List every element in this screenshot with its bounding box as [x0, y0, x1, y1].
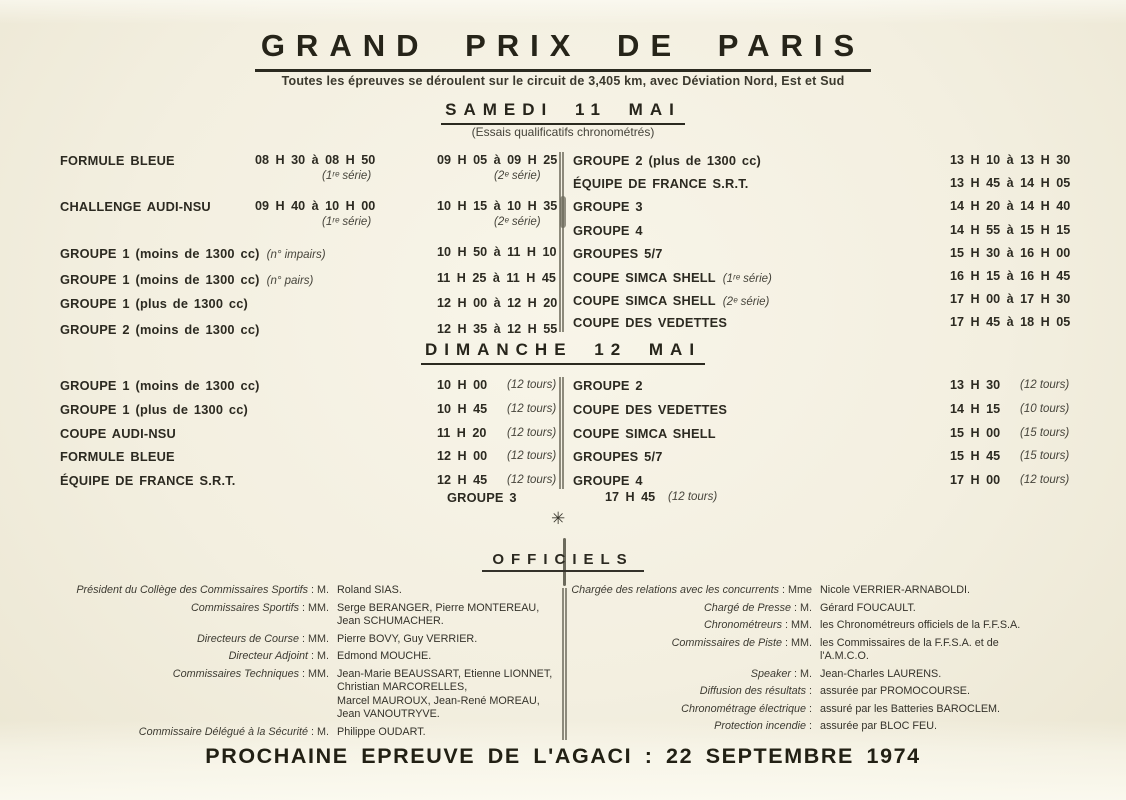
event-label: GROUPE 1 (plus de 1300 cc): [60, 401, 249, 417]
session-time: 17 H 00 à 17 H 30: [950, 292, 1071, 307]
role-suffix: : M.: [308, 584, 329, 596]
serie-note: (1ʳᵉ série): [722, 272, 772, 285]
official-entry: [25, 602, 565, 629]
sunday-heading-text: DIMANCHE 12 MAI: [421, 340, 705, 365]
event-label: COUPE SIMCA SHELL: [573, 293, 716, 309]
role-suffix: :: [806, 702, 812, 715]
official-role: [570, 720, 812, 734]
event-label: GROUPE 1 (plus de 1300 cc): [60, 296, 249, 311]
official-role: [25, 650, 329, 664]
event-row: [573, 423, 1068, 447]
event-label: ÉQUIPE DE FRANCE S.R.T.: [573, 176, 749, 192]
sunday-right-column: [573, 375, 1068, 494]
official-role: [570, 703, 812, 717]
role-suffix: : MM.: [782, 619, 812, 631]
role-text: Commissaires de Piste: [671, 636, 782, 649]
session-time: 14 H 55 à 15 H 15: [950, 222, 1071, 237]
role-suffix: : MM.: [299, 632, 329, 645]
page-subtitle: Toutes les épreuves se déroulent sur le circuit de 3,405 km, avec Déviation Nord, Est et Sud: [281, 74, 845, 88]
official-names: [812, 668, 941, 682]
event-row: [60, 293, 558, 319]
saturday-left-column: [60, 150, 558, 344]
event-label-group: [60, 245, 326, 263]
official-names: [329, 668, 552, 722]
event-label: FORMULE BLEUE: [60, 153, 175, 168]
role-text: Commissaires Techniques: [172, 667, 299, 680]
numbers-note: (n° impairs): [266, 249, 326, 261]
name-line: Jean VANOUTRYVE.: [337, 708, 440, 720]
event-label-group: [573, 269, 772, 287]
official-entry: [570, 668, 1118, 682]
official-entry: [25, 668, 565, 722]
saturday-heading: [0, 100, 1126, 125]
race-time: 15 H 45: [950, 449, 1001, 464]
role-text: Protection incendie: [714, 720, 806, 732]
name-line: les Chronométreurs officiels de la F.F.S.A.: [820, 619, 1021, 631]
official-names: [329, 726, 426, 740]
name-line: Gérard FOUCAULT.: [820, 601, 916, 614]
session-time: 11 H 25 à 11 H 45: [437, 270, 556, 285]
name-line: Jean-Charles LAURENS.: [820, 667, 942, 680]
role-suffix: : MM.: [299, 601, 329, 614]
event-label: GROUPE 4: [573, 473, 643, 489]
event-row: [60, 375, 555, 399]
event-label: CHALLENGE AUDI-NSU: [60, 199, 211, 214]
role-suffix: :: [806, 685, 812, 697]
session-time-2: 10 H 15 à 10 H 35: [437, 199, 558, 213]
event-row: [573, 220, 1071, 243]
event-row: [60, 150, 558, 196]
role-suffix: : M.: [791, 667, 812, 680]
event-row: [573, 289, 1071, 312]
official-role: [25, 668, 329, 722]
tours-note: (12 tours): [1020, 379, 1070, 391]
role-text: Commissaire Délégué à la Sécurité: [138, 725, 308, 738]
event-label: GROUPE 4: [573, 222, 643, 238]
event-label: GROUPE 3: [573, 199, 643, 215]
event-row: [60, 446, 555, 470]
footer-banner: PROCHAINE EPREUVE DE L'AGACI : 22 SEPTEMBRE 1974: [205, 744, 921, 768]
official-role: [570, 584, 812, 598]
event-label: GROUPES 5/7: [573, 449, 663, 465]
name-line: Philippe OUDART.: [337, 725, 426, 738]
official-role: [25, 602, 329, 629]
event-row-groupe3: [0, 490, 1126, 510]
event-row: [573, 196, 1071, 219]
name-line: Pierre BOVY, Guy VERRIER.: [337, 632, 478, 645]
event-label: FORMULE BLEUE: [60, 449, 175, 465]
official-entry: [570, 602, 1118, 616]
page-title-text: GRAND PRIX DE PARIS: [255, 28, 871, 72]
event-label: GROUPE 1 (moins de 1300 cc): [60, 378, 260, 393]
event-label: COUPE SIMCA SHELL: [573, 269, 716, 285]
role-text: Chargé de Presse: [703, 601, 791, 614]
name-line: les Commissaires de la F.F.S.A. et de: [820, 636, 999, 649]
role-text: Chronométreurs: [703, 619, 782, 631]
event-row: [60, 242, 555, 268]
session-time: 13 H 10 à 13 H 30: [950, 153, 1071, 167]
session-time: 12 H 35 à 12 H 55: [437, 321, 558, 336]
official-names: [812, 602, 916, 616]
serie-note: (2ᵉ série): [722, 296, 770, 309]
tours-note: (15 tours): [1020, 450, 1070, 463]
tours-note: (12 tours): [507, 450, 557, 463]
tours-note: (12 tours): [507, 426, 557, 439]
official-names: [812, 720, 937, 734]
official-role: [570, 668, 812, 682]
role-suffix: : MM.: [299, 667, 329, 680]
role-suffix: :: [806, 720, 812, 732]
event-label-group: [60, 271, 313, 289]
official-role: [570, 619, 812, 633]
tours-note: (12 tours): [1020, 474, 1070, 487]
official-role: [570, 602, 812, 616]
event-label: GROUPE 2: [573, 378, 643, 393]
race-time: 17 H 45: [605, 490, 656, 504]
session-time: 10 H 50 à 11 H 10: [437, 245, 557, 259]
event-label: COUPE DES VEDETTES: [573, 315, 728, 331]
event-row: [573, 266, 1071, 289]
tours-note: (12 tours): [507, 402, 557, 415]
official-names: [812, 637, 999, 664]
qualifying-note: (Essais qualificatifs chronométrés): [471, 125, 655, 139]
official-entry: [570, 584, 1118, 598]
officials-left-column: [25, 584, 565, 743]
saturday-right-column: [573, 150, 1071, 336]
asterisk-separator: ✳: [551, 509, 566, 528]
officials-heading-text: OFFICIELS: [482, 551, 643, 572]
event-row: [573, 399, 1068, 423]
role-text: Speaker: [750, 667, 791, 680]
session-time: 12 H 00 à 12 H 20: [437, 296, 558, 310]
role-text: Chronométrage électrique: [681, 702, 806, 715]
role-text: Chargée des relations avec les concurrents: [571, 584, 779, 596]
race-time: 14 H 15: [950, 401, 1001, 416]
official-entry: [25, 650, 565, 664]
event-row: [573, 243, 1071, 266]
name-line: Marcel MAUROUX, Jean-René MOREAU,: [337, 694, 540, 707]
serie-note-2: (2ᵉ série): [494, 170, 541, 182]
event-label: GROUPE 2 (plus de 1300 cc): [573, 153, 762, 168]
name-line: l'A.M.C.O.: [820, 650, 869, 662]
tours-note: (12 tours): [668, 491, 718, 503]
officials-right-column: [570, 584, 1118, 738]
serie-note-1: (1ʳᵉ série): [322, 216, 372, 228]
role-text: Commissaires Sportifs: [191, 601, 299, 614]
official-entry: [25, 726, 565, 740]
race-time: 17 H 00: [950, 473, 1001, 488]
event-label: COUPE AUDI-NSU: [60, 425, 176, 441]
race-time: 13 H 30: [950, 378, 1001, 392]
official-role: [25, 726, 329, 740]
role-suffix: : M.: [791, 601, 812, 614]
name-line: Serge BERANGER, Pierre MONTEREAU,: [337, 601, 540, 614]
event-row: [573, 312, 1071, 335]
name-line: Jean SCHUMACHER.: [337, 615, 444, 627]
event-label: COUPE SIMCA SHELL: [573, 425, 716, 441]
session-time: 14 H 20 à 14 H 40: [950, 199, 1071, 214]
session-time: 16 H 15 à 16 H 45: [950, 268, 1071, 283]
official-role: [25, 633, 329, 647]
event-label-group: [573, 292, 769, 310]
event-row: [60, 399, 555, 423]
session-time-2: 09 H 05 à 09 H 25: [437, 153, 558, 167]
event-label: ÉQUIPE DE FRANCE S.R.T.: [60, 473, 236, 489]
event-row: [573, 446, 1068, 470]
official-entry: [570, 720, 1118, 734]
event-label: GROUPES 5/7: [573, 245, 663, 261]
saturday-heading-text: SAMEDI 11 MAI: [441, 100, 685, 125]
official-role: [25, 584, 329, 598]
tours-note: (15 tours): [1020, 426, 1070, 439]
official-names: [812, 619, 1020, 633]
race-time: 15 H 00: [950, 425, 1001, 440]
official-names: [812, 703, 1000, 717]
role-suffix: : M.: [308, 650, 329, 662]
event-label: COUPE DES VEDETTES: [573, 401, 728, 417]
session-time-1: 08 H 30 à 08 H 50: [255, 153, 376, 167]
event-label: GROUPE 1 (moins de 1300 cc): [60, 246, 260, 261]
event-row: [573, 150, 1071, 173]
official-entry: [570, 619, 1118, 633]
race-time: 12 H 45: [437, 473, 488, 488]
race-time: 10 H 45: [437, 401, 488, 416]
role-suffix: : Mme: [779, 584, 812, 596]
name-line: Jean-Marie BEAUSSART, Etienne LIONNET,: [337, 667, 553, 680]
session-time-1: 09 H 40 à 10 H 00: [255, 199, 376, 213]
official-entry: [570, 703, 1118, 717]
official-entry: [570, 637, 1118, 664]
official-names: [329, 584, 402, 598]
race-time: 11 H 20: [437, 425, 487, 440]
race-time: 10 H 00: [437, 378, 488, 392]
tours-note: (12 tours): [507, 474, 557, 487]
tours-note: (12 tours): [507, 379, 557, 391]
official-entry: [25, 584, 565, 598]
session-time: 13 H 45 à 14 H 05: [950, 176, 1071, 191]
officials-heading: [0, 551, 1126, 572]
name-line: Edmond MOUCHE.: [337, 650, 432, 662]
tours-note: (10 tours): [1020, 402, 1070, 415]
official-entry: [25, 633, 565, 647]
serie-note-1: (1ʳᵉ série): [322, 170, 372, 182]
column-divider: [559, 377, 564, 489]
official-names: [329, 602, 539, 629]
event-row: [60, 268, 555, 294]
event-row: [60, 196, 558, 242]
session-time: 15 H 30 à 16 H 00: [950, 245, 1071, 260]
name-line: assurée par PROMOCOURSE.: [820, 685, 970, 697]
event-row: [573, 375, 1068, 399]
role-text: Président du Collège des Commissaires Sportifs: [76, 584, 308, 596]
race-time: 12 H 00: [437, 449, 488, 464]
session-time: 17 H 45 à 18 H 05: [950, 315, 1071, 330]
event-row: [573, 173, 1071, 196]
role-suffix: : M.: [308, 725, 329, 738]
role-suffix: : MM.: [782, 636, 812, 649]
numbers-note: (n° pairs): [266, 274, 314, 287]
official-role: [570, 637, 812, 664]
role-text: Diffusion des résultats: [699, 685, 806, 697]
official-names: [329, 633, 477, 647]
event-label: GROUPE 2 (moins de 1300 cc): [60, 321, 260, 337]
event-label: GROUPE 3: [447, 490, 517, 505]
role-text: Directeur Adjoint: [228, 650, 308, 662]
event-row: [60, 423, 555, 447]
name-line: Nicole VERRIER-ARNABOLDI.: [820, 584, 970, 596]
role-text: Directeurs de Course: [196, 632, 299, 645]
name-line: assuré par les Batteries BAROCLEM.: [820, 702, 1001, 715]
official-names: [329, 650, 431, 664]
official-names: [812, 584, 970, 598]
event-label: GROUPE 1 (moins de 1300 cc): [60, 271, 260, 287]
sunday-heading: [0, 340, 1126, 365]
column-divider: [559, 152, 564, 332]
page-title: [0, 28, 1126, 72]
ink-smudge: [560, 196, 566, 228]
name-line: assurée par BLOC FEU.: [820, 720, 938, 732]
official-role: [570, 685, 812, 699]
official-entry: [570, 685, 1118, 699]
sunday-left-column: [60, 375, 555, 494]
official-names: [812, 685, 970, 699]
name-line: Roland SIAS.: [337, 584, 402, 596]
serie-note-2: (2ᵉ série): [494, 216, 541, 228]
name-line: Christian MARCORELLES,: [337, 681, 468, 693]
